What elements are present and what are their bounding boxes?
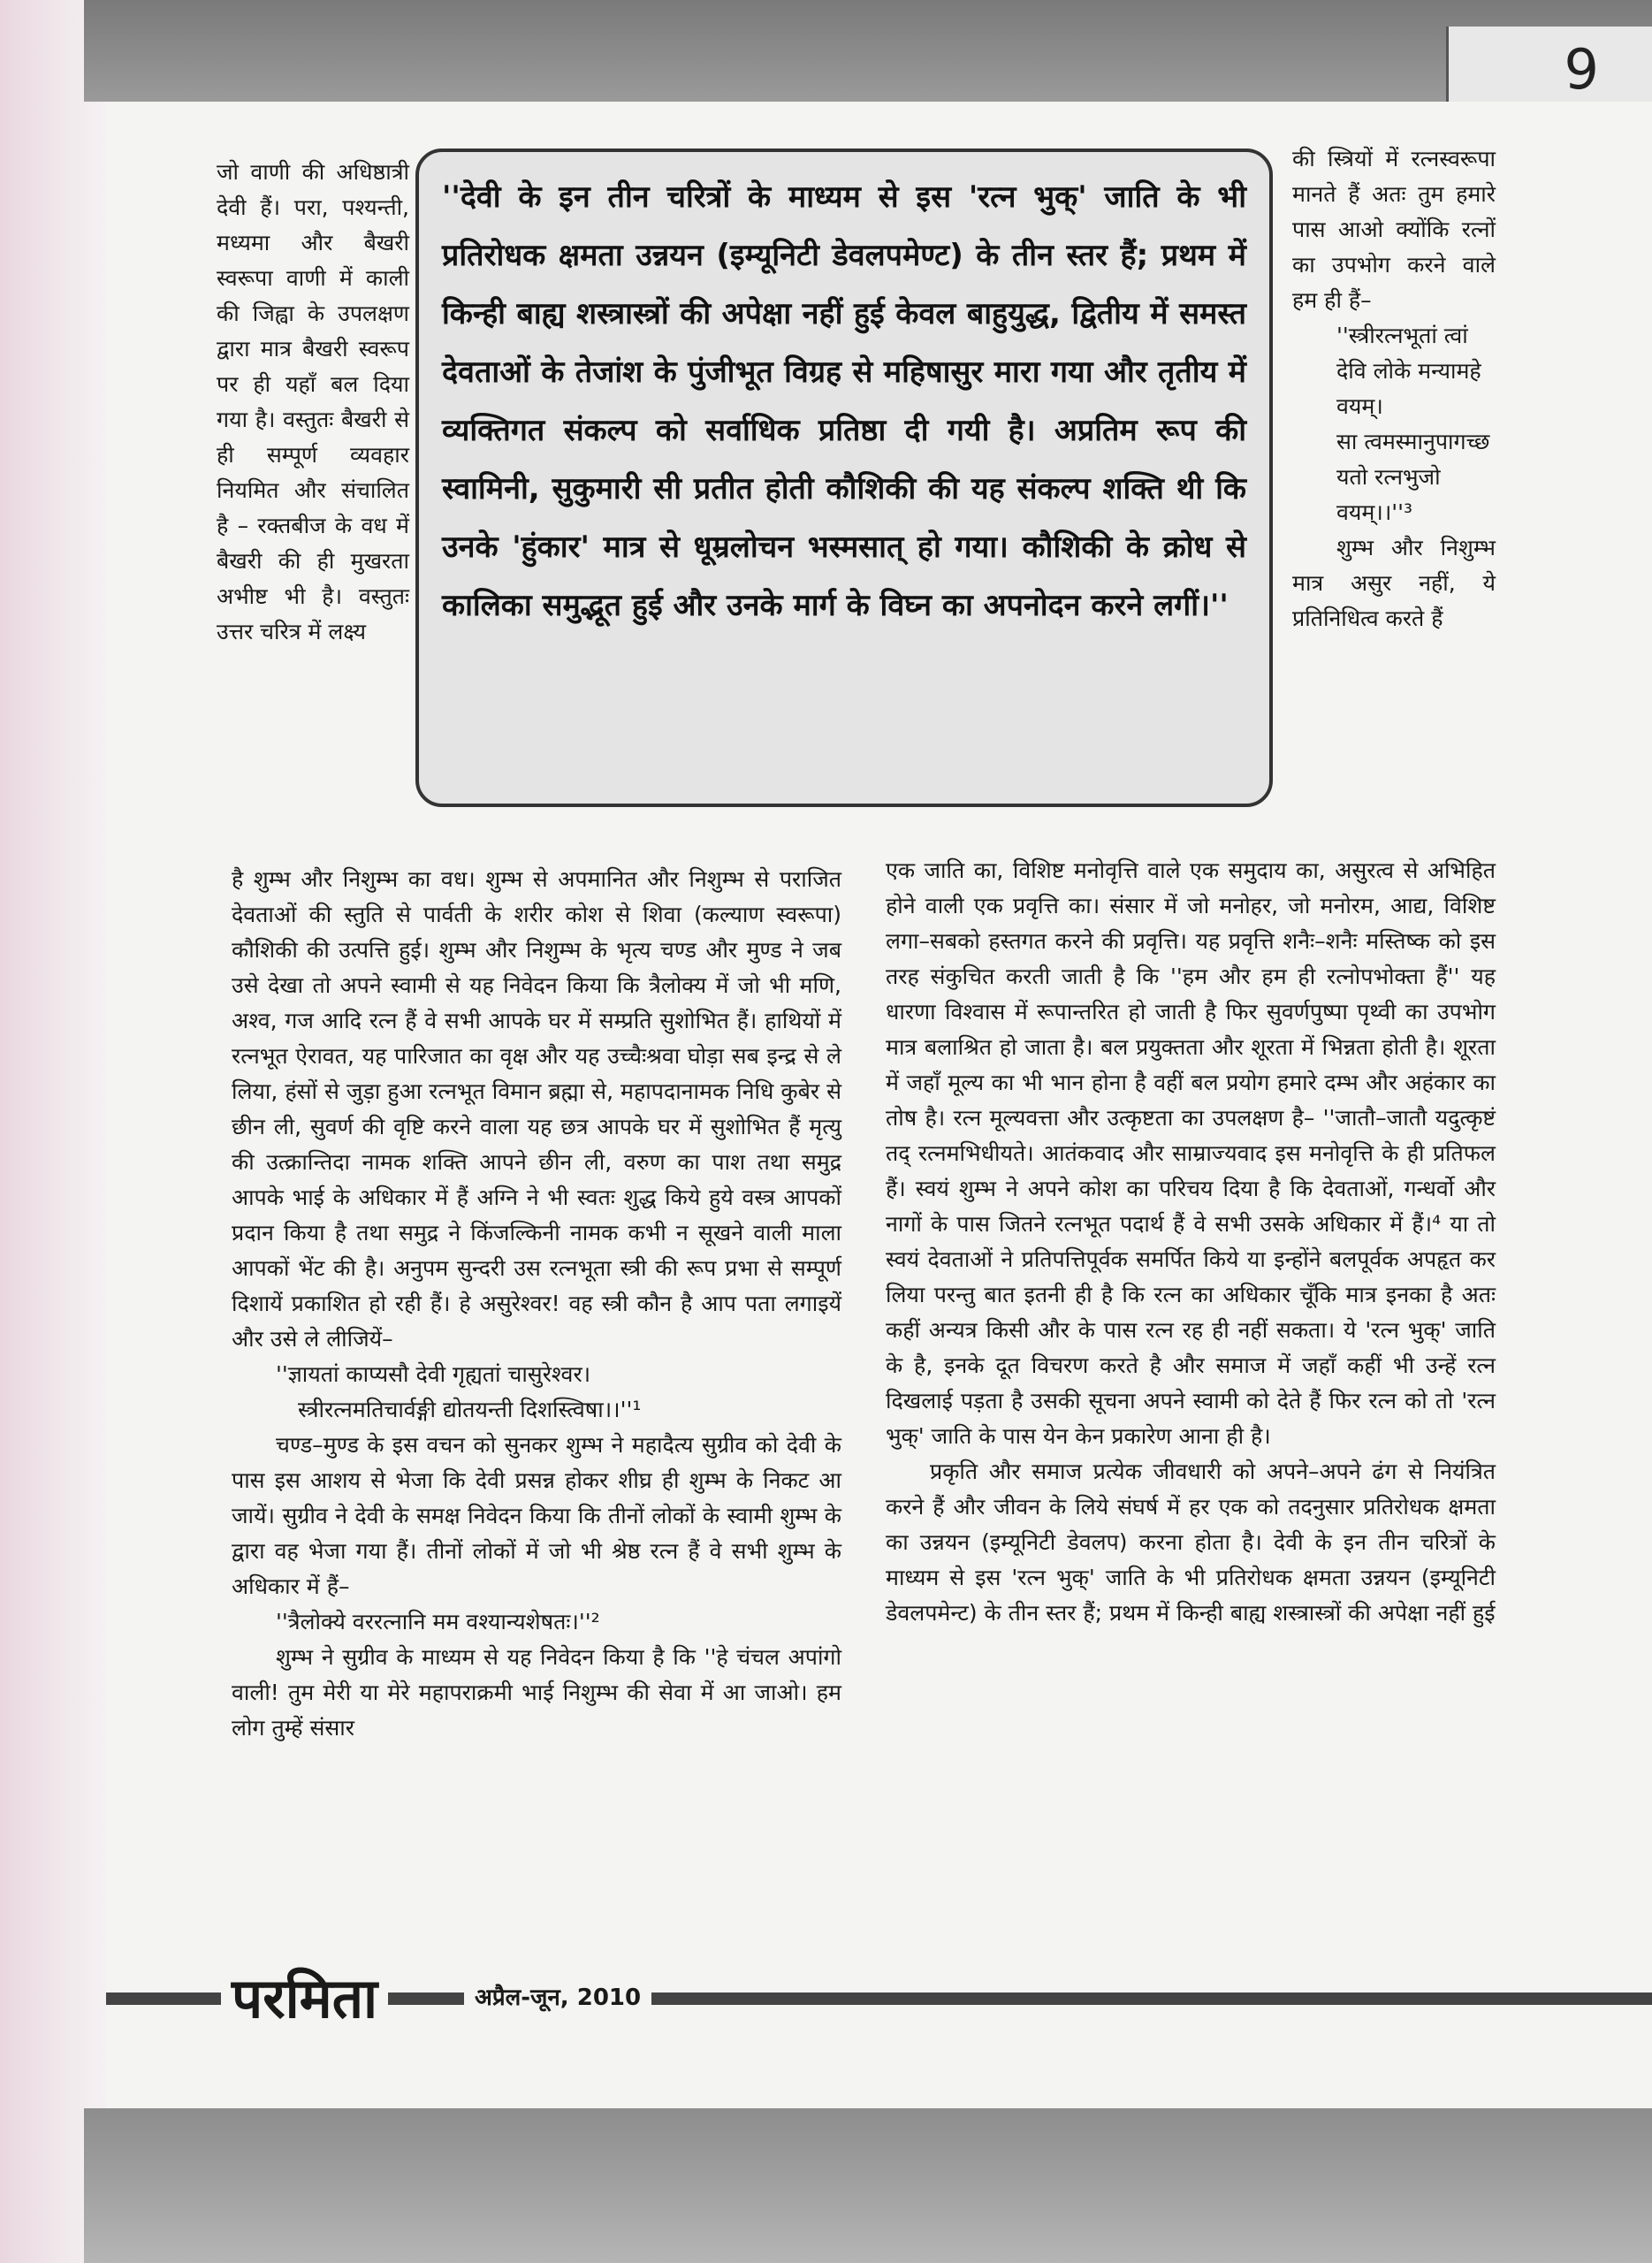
- pull-quote-text: ''देवी के इन तीन चरित्रों के माध्यम से इस 'रत्न भुक्' जाति के भी प्रतिरोधक क्षमता उन्नयन (इम्यूनिटी डेवलपमेण्ट) के तीन स्तर हैं; प्रथम में किन्ही बाह्य शस्त्रास्त्रों की अपेक्षा नहीं हुई केवल बाहुयुद्ध, द्वितीय में समस्त देवताओं के तेजांश के पुंजीभूत विग्रह से महिषासुर मारा गया और तृतीय में व्यक्तिगत संकल्प को सर्वाधिक प्रतिष्ठा दी गयी है। अप्रतिम रूप की स्वामिनी, सुकुमारी सी प्रतीत होती कौशिकी की यह संकल्प शक्ति थी कि उनके 'हुंकार' मात्र से धूम्रलोचन भस्मसात् हो गया। कौशिकी के क्रोध से कालिका समुद्भूत हुई और उनके मार्ग के विघ्न का अपनोदन करने लगीं।'': [442, 179, 1246, 623]
- right-top-verse-1: ''स्त्रीरत्नभूतां त्वां देवि लोके मन्यामहे वयम्।: [1336, 323, 1481, 419]
- left-main-paragraph-1: है शुम्भ और निशुम्भ का वध। शुम्भ से अपमानित और निशुम्भ से पराजित देवताओं की स्तुति से पार्वती के शरीर कोश से शिवा (कल्याण स्वरूपा) कौशिकी की उत्पत्ति हुई। शुम्भ और निशुम्भ के भृत्य चण्ड और मुण्ड ने जब उसे देखा तो अपने स्वामी से यह निवेदन किया कि त्रैलोक्य में जो भी मणि, अश्व, गज आदि रत्न हैं वे सभी आपके घर में सम्प्रति सुशोभित हैं। हाथियों में रत्नभूत ऐरावत, यह पारिजात का वृक्ष और यह उच्चैःश्रवा घोड़ा सब इन्द्र से ले लिया, हंसों से जुड़ा हुआ रत्नभूत विमान ब्रह्मा से, महापदानामक निधि कुबेर से छीन ली, सुवर्ण की वृष्टि करने वाला यह छत्र आपके घर में सुशोभित हैं मृत्यु की उत्क्रान्तिदा नामक शक्ति आपने छीन ली, वरुण का पाश तथा समुद्र आपके भाई के अधिकार में हैं अग्नि ने भी स्वतः शुद्ध किये हुये वस्त्र आपकों प्रदान किया है तथा समुद्र ने किंजल्किनी नामक कभी न सूखने वाली माला आपकों भेंट की है। अनुपम सुन्दरी उस रत्नभूता स्त्री की रूप प्रभा से सम्पूर्ण दिशायें प्रकाशित हो रही हैं। हे असुरेश्वर! वह स्त्री कौन है आप पता लगाइयें और उसे ले लीजियें–: [232, 866, 841, 1352]
- magazine-logo: परमिता: [221, 1967, 388, 2031]
- right-top-paragraph-2: शुम्भ और निशुम्भ मात्र असुर नहीं, ये प्रतिनिधित्व करते हैं: [1292, 535, 1496, 631]
- right-top-column: [1292, 141, 1496, 636]
- left-main-paragraph-2: चण्ड–मुण्ड के इस वचन को सुनकर शुम्भ ने महादैत्य सुग्रीव को देवी के पास इस आशय से भेजा कि देवी प्रसन्न होकर शीघ्र ही शुम्भ के निकट आ जायें। सुग्रीव ने देवी के समक्ष निवेदन किया कि तीनों लोकों के स्वामी शुम्भ के द्वारा वह भेजा गया हैं। तीनों लोकों में जो भी श्रेष्ठ रत्न हैं वे सभी शुम्भ के अधिकार में हैं–: [232, 1432, 841, 1599]
- left-main-column: [232, 862, 841, 1746]
- issue-date: अप्रैल-जून, 2010: [464, 1980, 651, 2015]
- left-top-column: [217, 155, 409, 650]
- scan-bottom-band: [84, 2108, 1652, 2263]
- right-top-paragraph-1: की स्त्रियों में रत्नस्वरूपा मानते हैं अतः तुम हमारे पास आओ क्योंकि रत्नों का उपभोग करने वाले हम ही हैं–: [1292, 146, 1496, 313]
- page-number: 9: [1564, 37, 1599, 102]
- scan-top-band: [84, 0, 1652, 102]
- pull-quote-box: [415, 149, 1273, 807]
- scan-shadow: [0, 0, 106, 2263]
- left-main-verse-1: ''ज्ञायतां काप्यसौ देवी गृह्यतां चासुरेश्वर।: [276, 1361, 591, 1387]
- left-main-verse-3: ''त्रैलोक्ये वररत्नानि मम वश्यान्यशेषतः।''²: [276, 1609, 600, 1634]
- right-main-column: [886, 853, 1496, 1631]
- right-main-paragraph-1: एक जाति का, विशिष्ट मनोवृत्ति वाले एक समुदाय का, असुरत्व से अभिहित होने वाली एक प्रवृत्ति का। संसार में जो मनोहर, जो मनोरम, आद्य, विशिष्ट लगा–सबको हस्तगत करने की प्रवृत्ति। यह प्रवृत्ति शनैः–शनैः मस्तिष्क को इस तरह संकुचित करती जाती है कि ''हम और हम ही रत्नोपभोक्ता हैं'' यह धारणा विश्वास में रूपान्तरित हो जाती है फिर सुवर्णपुष्पा पृथ्वी का उपभोग मात्र बलाश्रित हो जाता है। बल प्रयुक्तता और शूरता में भिन्नता होती है। शूरता में जहाँ मूल्य का भी भान होना है वहीं बल प्रयोग हमारे दम्भ और अहंकार का तोष है। रत्न मूल्यवत्ता और उत्कृष्टता का उपलक्षण है– ''जातौ–जातौ यदुत्कृष्टं तद् रत्नमभिधीयते। आतंकवाद और साम्राज्यवाद इस मनोवृत्ति के ही प्रतिफल हैं। स्वयं शुम्भ ने अपने कोश का परिचय दिया है कि देवताओं, गन्धर्वो और नागों के पास जितने रत्नभूत पदार्थ हैं वे सभी उसके अधिकार में हैं।⁴ या तो स्वयं देवताओं ने प्रतिपत्तिपूर्वक समर्पित किये या इन्होंने बलपूर्वक अपहृत कर लिया परन्तु बात इतनी ही है कि रत्न का अधिकार चूँकि मात्र इनका है अतः कहीं अन्यत्र किसी और के पास रत्न रह ही नहीं सकता। ये 'रत्न भुक्' जाति के है, इनके दूत विचरण करते है और समाज में जहाँ कहीं भी उन्हें रत्न दिखलाई पड़ता है उसकी सूचना अपने स्वामी को देते हैं फिर रत्न को तो 'रत्न भुक्' जाति के पास येन केन प्रकारेण आना ही है।: [886, 857, 1496, 1449]
- right-main-paragraph-2: प्रकृति और समाज प्रत्येक जीवधारी को अपने–अपने ढंग से नियंत्रित करने हैं और जीवन के लिये संघर्ष में हर एक को तदनुसार प्रतिरोधक क्षमता का उन्नयन (इम्यूनिटी डेवलप) करना होता है। देवी के इन तीन चरित्रों के माध्यम से इस 'रत्न भुक्' जाति के भी प्रतिरोधक क्षमता उन्नयन (इम्यूनिटी डेवलपमेन्ट) के तीन स्तर हैं; प्रथम में किन्ही बाह्य शस्त्रास्त्रों की अपेक्षा नहीं हुई: [886, 1459, 1496, 1626]
- right-top-verse-2: सा त्वमस्मानुपागच्छ यतो रत्नभुजो वयम्।।''³: [1336, 429, 1490, 525]
- left-top-paragraph: जो वाणी की अधिष्ठात्री देवी हैं। परा, पश्यन्ती, मध्यमा और बैखरी स्वरूपा वाणी में काली की जिह्वा के उपलक्षण द्वारा मात्र बैखरी स्वरूप पर ही यहाँ बल दिया गया है। वस्तुतः बैखरी से ही सम्पूर्ण व्यवहार नियमित और संचालित है – रक्तबीज के वध में बैखरी की ही मुखरता अभीष्ट भी है। वस्तुतः उत्तर चरित्र में लक्ष्य: [217, 159, 409, 644]
- left-main-paragraph-3: शुम्भ ने सुग्रीव के माध्यम से यह निवेदन किया है कि ''हे चंचल अपांगो वाली! तुम मेरी या मेरे महापराक्रमी भाई निशुम्भ की सेवा में आ जाओ। हम लोग तुम्हें संसार: [232, 1644, 841, 1741]
- left-main-verse-2: स्त्रीरत्नमतिचार्वङ्गी द्योतयन्ती दिशस्त्विषा।।''¹: [298, 1397, 642, 1422]
